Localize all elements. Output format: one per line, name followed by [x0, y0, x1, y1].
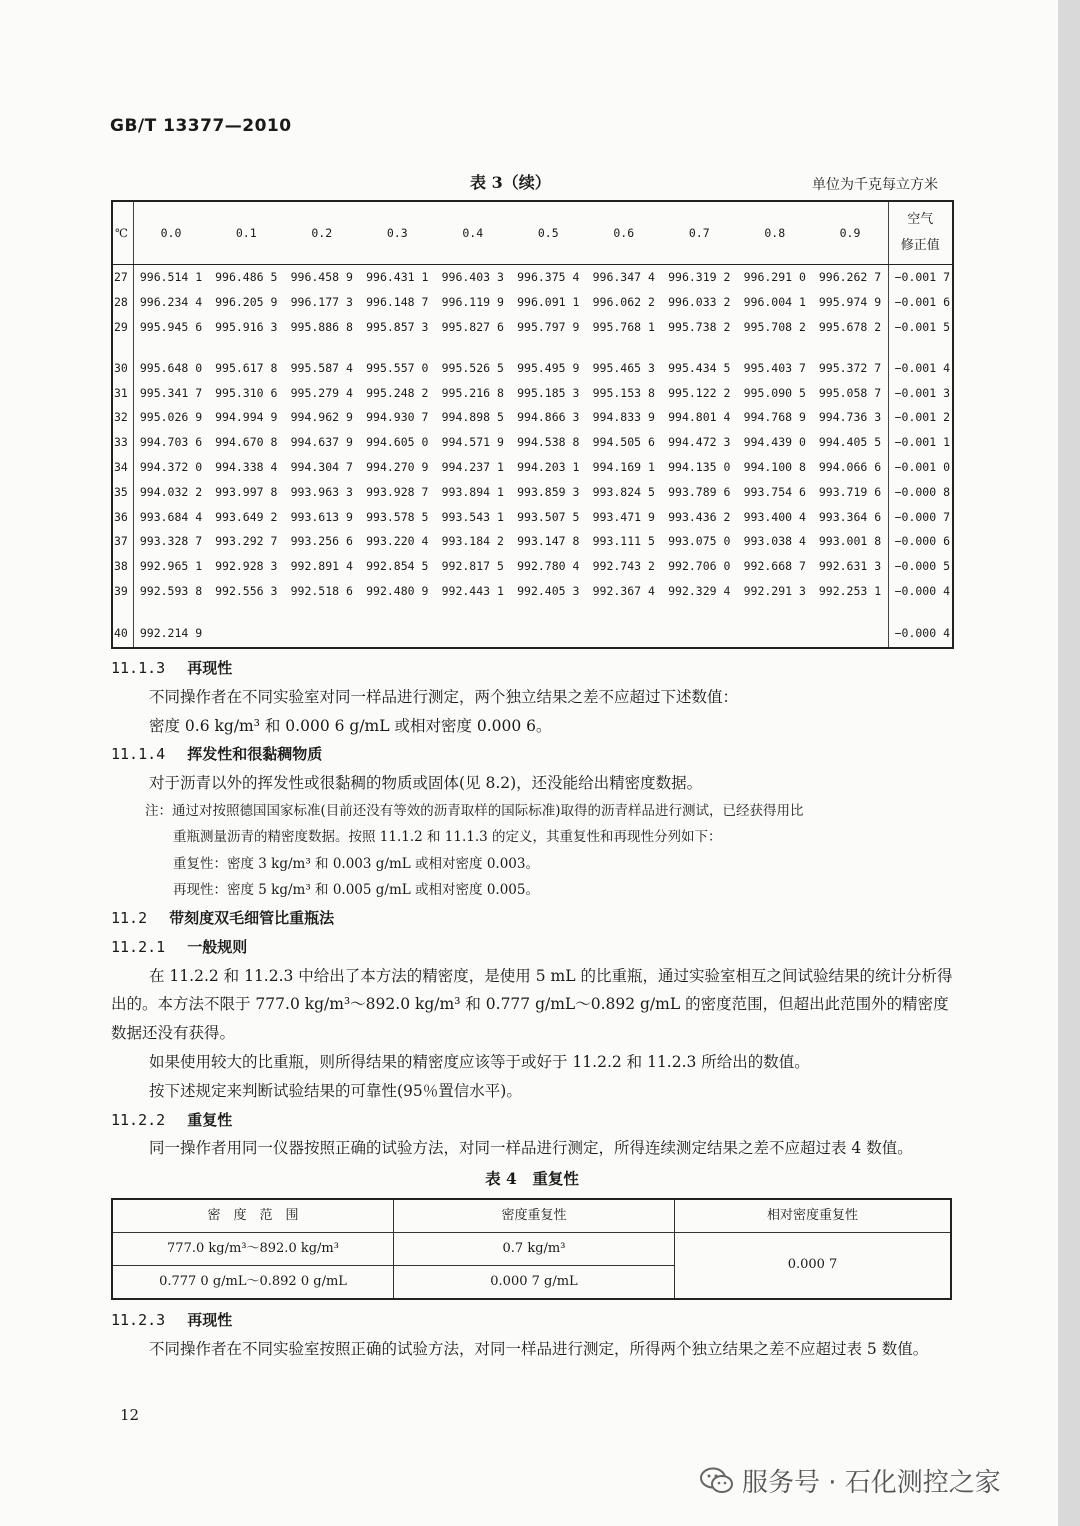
density-cell: 992.329 4	[668, 583, 731, 598]
density-cell: 993.038 4	[743, 534, 806, 549]
table-header: 密 度 范 围	[112, 1199, 394, 1233]
table-row	[112, 290, 953, 315]
density-cell: 993.859 3	[517, 484, 580, 499]
density-cell: 995.916 3	[215, 319, 278, 334]
density-cell: 994.203 1	[517, 459, 580, 474]
density-cell: 993.754 6	[743, 484, 806, 499]
density-cell: 994.338 4	[215, 459, 278, 474]
table-cell: 777.0 kg/m³～892.0 kg/m³	[112, 1232, 394, 1265]
col-header: 0.1	[209, 201, 285, 265]
section-title: 再现性	[187, 1310, 233, 1329]
density-cell: 993.111 5	[592, 534, 655, 549]
density-cell: 993.328 7	[139, 534, 203, 549]
density-cell: 994.169 1	[592, 459, 655, 474]
density-cell: 996.514 1	[139, 270, 203, 285]
section-title: 带刻度双毛细管比重瓶法	[169, 908, 335, 927]
col-header: 0.2	[284, 201, 360, 265]
table-cell: 0.000 7	[675, 1232, 952, 1299]
paragraph: 对于沥青以外的挥发性或很黏稠的物质或固体(见 8.2)，还没能给出精密度数据。	[149, 774, 703, 793]
density-cell: 993.963 3	[290, 484, 353, 499]
density-cell: 994.768 9	[743, 410, 806, 425]
density-cell: 994.066 6	[818, 459, 882, 474]
temperature-cell: 31	[112, 380, 133, 405]
density-cell: 995.279 4	[290, 385, 353, 400]
table3-header-row	[112, 201, 953, 265]
density-cell	[737, 619, 813, 648]
table-header: 相对密度重复性	[675, 1199, 952, 1233]
air-correction-cell: −0.001 5	[888, 315, 953, 340]
density-cell: 992.556 3	[215, 583, 278, 598]
density-cell: 992.367 4	[592, 583, 655, 598]
density-cell: 994.100 8	[743, 459, 806, 474]
density-cell: 996.119 9	[441, 295, 504, 310]
density-cell: 994.670 8	[215, 435, 278, 450]
density-cell	[511, 619, 587, 648]
col-header: 0.5	[511, 201, 587, 265]
density-cell: 992.965 1	[139, 559, 203, 574]
density-cell: 995.557 0	[366, 360, 429, 375]
density-cell: 995.058 7	[818, 385, 882, 400]
col-header: 0.6	[586, 201, 662, 265]
density-cell: 995.495 9	[517, 360, 580, 375]
section-number: 11.1.4	[111, 745, 166, 764]
table-header: 密度重复性	[394, 1199, 675, 1233]
temperature-cell: 38	[112, 554, 133, 579]
section-number: 11.1.3	[111, 659, 166, 677]
table-row	[112, 579, 953, 604]
col-header: 0.7	[662, 201, 738, 265]
air-correction-cell: −0.000 6	[888, 529, 953, 554]
density-cell: 993.001 8	[818, 534, 882, 549]
density-cell: 994.472 3	[668, 435, 731, 450]
density-cell: 993.184 2	[441, 534, 504, 549]
density-cell	[435, 619, 511, 648]
density-cell: 995.026 9	[139, 410, 203, 425]
density-cell	[662, 619, 738, 648]
air-correction-cell: −0.001 0	[888, 455, 953, 480]
spacer-row	[112, 603, 953, 619]
density-cell: 995.768 1	[592, 319, 655, 334]
density-cell: 993.824 5	[592, 484, 655, 499]
note-line: 重瓶测量沥青的精密度数据。按照 11.1.2 和 11.1.3 的定义，其重复性和再现性分列如下：	[173, 829, 722, 846]
density-cell: 992.743 2	[592, 559, 655, 574]
density-cell: 992.780 4	[517, 559, 580, 574]
density-cell: 992.928 3	[215, 559, 278, 574]
table-cell: 0.777 0 g/mL～0.892 0 g/mL	[112, 1265, 394, 1299]
table-row	[112, 455, 953, 480]
paragraph: 密度 0.6 kg/m³ 和 0.000 6 g/mL 或相对密度 0.000 6。	[149, 716, 552, 735]
density-cell: 996.091 1	[517, 295, 580, 310]
air-correction-cell: −0.000 4	[888, 619, 953, 648]
section-number: 11.2.3	[111, 1310, 166, 1329]
body-text	[111, 654, 953, 1364]
density-cell: 995.974 9	[818, 295, 882, 310]
density-cell: 994.930 7	[366, 410, 429, 425]
paragraph: 在 11.2.2 和 11.2.3 中给出了本方法的精密度，是使用 5 mL 的比重瓶，通过实验室相互之间试验结果的统计分析得出的。本方法不限于 777.0 kg/m³～892.0 kg/m³ 和 0.777 g/mL～0.892 g/mL 的密度范围，但超出此范围外的精密度数据还没有获得。	[111, 966, 953, 1043]
density-cell: 994.270 9	[366, 459, 429, 474]
watermark	[700, 1462, 1001, 1499]
watermark-text: 服务号 · 石化测控之家	[742, 1468, 1001, 1498]
density-cell: 996.004 1	[743, 295, 806, 310]
density-cell: 995.827 6	[441, 319, 504, 334]
density-cell: 996.177 3	[290, 295, 353, 310]
section-number: 11.2	[111, 908, 148, 927]
density-cell: 995.403 7	[743, 360, 806, 375]
density-cell: 994.833 9	[592, 410, 655, 425]
density-cell: 992.480 9	[366, 583, 429, 598]
wechat-icon	[700, 1467, 734, 1495]
density-cell: 996.234 4	[139, 295, 203, 310]
table-row	[112, 529, 953, 554]
col-header: 0.3	[360, 201, 436, 265]
paragraph: 同一操作者用同一仪器按照正确的试验方法，对同一样品进行测定，所得连续测定结果之差不应超过表 4 数值。	[149, 1139, 913, 1158]
col-header: 0.8	[737, 201, 813, 265]
table3-body	[112, 265, 953, 649]
air-header-line2: 修正值	[900, 238, 940, 253]
note	[111, 798, 953, 904]
density-cell: 992.405 3	[517, 583, 580, 598]
density-cell: 994.538 8	[517, 435, 580, 450]
density-cell: 995.310 6	[215, 385, 278, 400]
density-cell: 994.304 7	[290, 459, 353, 474]
section-title: 再现性	[187, 659, 233, 677]
density-cell: 995.341 7	[139, 385, 203, 400]
density-cell: 993.649 2	[215, 509, 278, 524]
table3-title: 表 3（续）	[470, 173, 551, 192]
table-row	[112, 405, 953, 430]
density-cell: 993.719 6	[818, 484, 882, 499]
note-line: 注：通过对按照德国国家标准(目前还没有等效的沥青取样的国际标准)取得的沥青样品进行测试，已经获得用比	[145, 802, 804, 819]
density-cell: 993.684 4	[139, 509, 203, 524]
temperature-cell: 28	[112, 290, 133, 315]
note-line: 再现性：密度 5 kg/m³ 和 0.005 g/mL 或相对密度 0.005。	[173, 882, 539, 899]
density-cell: 995.738 2	[668, 319, 731, 334]
density-cell: 996.291 0	[743, 270, 806, 285]
section-heading	[111, 904, 953, 933]
density-cell: 992.518 6	[290, 583, 353, 598]
density-cell: 993.147 8	[517, 534, 580, 549]
table4-title: 表 4 重复性	[485, 1169, 579, 1189]
density-cell: 994.994 9	[215, 410, 278, 425]
density-cell: 996.033 2	[668, 295, 731, 310]
density-cell: 993.578 5	[366, 509, 429, 524]
density-cell: 993.894 1	[441, 484, 504, 499]
density-cell: 994.372 0	[139, 459, 203, 474]
density-cell: 995.216 8	[441, 385, 504, 400]
section-title: 重复性	[187, 1110, 233, 1129]
section-heading	[111, 654, 953, 683]
density-cell: 996.262 7	[818, 270, 882, 285]
density-cell: 994.605 0	[366, 435, 429, 450]
temperature-cell: 40	[112, 619, 133, 648]
density-cell: 992.854 5	[366, 559, 429, 574]
air-correction-cell: −0.001 4	[888, 355, 953, 380]
air-correction-cell: −0.001 2	[888, 405, 953, 430]
density-cell: 993.075 0	[668, 534, 731, 549]
standard-code: GB/T 13377—2010	[110, 116, 292, 136]
air-correction-cell: −0.000 7	[888, 504, 953, 529]
paragraph: 如果使用较大的比重瓶，则所得结果的精密度应该等于或好于 11.2.2 和 11.2.3 所给出的数值。	[149, 1052, 810, 1071]
density-cell: 994.866 3	[517, 410, 580, 425]
page-number: 12	[120, 1406, 140, 1424]
density-cell: 994.032 2	[139, 484, 203, 499]
density-cell: 993.364 6	[818, 509, 882, 524]
density-cell	[209, 619, 285, 648]
section-heading	[111, 933, 953, 962]
density-cell: 995.708 2	[743, 319, 806, 334]
temperature-cell: 35	[112, 479, 133, 504]
density-cell: 992.706 0	[668, 559, 731, 574]
density-cell: 994.736 3	[818, 410, 882, 425]
table-row	[112, 1232, 951, 1265]
section-heading	[111, 1106, 953, 1135]
density-cell	[813, 619, 889, 648]
density-cell: 992.443 1	[441, 583, 504, 598]
density-cell: 994.801 4	[668, 410, 731, 425]
density-cell: 993.997 8	[215, 484, 278, 499]
density-cell: 995.434 5	[668, 360, 731, 375]
density-cell: 996.403 3	[441, 270, 504, 285]
section-heading	[111, 740, 953, 769]
density-cell: 995.587 4	[290, 360, 353, 375]
density-cell	[360, 619, 436, 648]
section-number: 11.2.2	[111, 1110, 166, 1129]
density-cell: 995.886 8	[290, 319, 353, 334]
section-title: 一般规则	[187, 937, 248, 956]
density-cell: 996.458 9	[290, 270, 353, 285]
density-cell: 996.431 1	[366, 270, 429, 285]
density-cell	[284, 619, 360, 648]
density-cell: 992.891 4	[290, 559, 353, 574]
density-cell: 994.962 9	[290, 410, 353, 425]
density-cell: 995.122 2	[668, 385, 731, 400]
density-cell: 993.928 7	[366, 484, 429, 499]
density-cell: 996.062 2	[592, 295, 655, 310]
density-cell: 994.898 5	[441, 410, 504, 425]
density-cell: 995.248 2	[366, 385, 429, 400]
density-cell: 993.507 5	[517, 509, 580, 524]
table-row	[112, 619, 953, 648]
density-cell: 995.945 6	[139, 319, 203, 334]
density-cell	[586, 619, 662, 648]
air-correction-cell: −0.000 4	[888, 579, 953, 604]
density-cell: 993.436 2	[668, 509, 731, 524]
density-cell: 995.185 3	[517, 385, 580, 400]
density-cell: 994.571 9	[441, 435, 504, 450]
density-table	[111, 200, 954, 649]
col-header: 0.4	[435, 201, 511, 265]
col-header: 0.9	[813, 201, 889, 265]
density-cell: 996.205 9	[215, 295, 278, 310]
temperature-cell: 36	[112, 504, 133, 529]
table-row	[112, 504, 953, 529]
table3-unit: 单位为千克每立方米	[812, 177, 938, 193]
table-row	[112, 380, 953, 405]
density-cell: 995.526 5	[441, 360, 504, 375]
density-cell: 995.617 8	[215, 360, 278, 375]
density-cell: 996.375 4	[517, 270, 580, 285]
paragraph: 按下述规定来判断试验结果的可靠性(95％置信水平)。	[149, 1081, 522, 1100]
spacer-row	[112, 339, 953, 355]
table-cell: 0.000 7 g/mL	[394, 1265, 675, 1299]
density-cell: 994.703 6	[139, 435, 203, 450]
density-cell: 993.789 6	[668, 484, 731, 499]
density-cell: 994.135 0	[668, 459, 731, 474]
air-correction-cell: −0.001 7	[888, 265, 953, 290]
density-cell: 995.678 2	[818, 319, 882, 334]
density-cell: 992.668 7	[743, 559, 806, 574]
temp-header: ℃	[112, 201, 133, 265]
density-cell: 995.857 3	[366, 319, 429, 334]
air-correction-header	[888, 201, 953, 265]
density-cell: 995.090 5	[743, 385, 806, 400]
air-correction-cell: −0.001 1	[888, 430, 953, 455]
density-cell: 995.153 8	[592, 385, 655, 400]
table-row	[112, 479, 953, 504]
density-cell: 994.405 5	[818, 435, 882, 450]
density-cell: 992.253 1	[818, 583, 882, 598]
table-row	[112, 1199, 951, 1233]
density-cell: 995.372 7	[818, 360, 882, 375]
density-cell: 993.471 9	[592, 509, 655, 524]
temperature-cell: 32	[112, 405, 133, 430]
temperature-cell: 39	[112, 579, 133, 604]
air-correction-cell: −0.001 3	[888, 380, 953, 405]
density-cell: 994.637 9	[290, 435, 353, 450]
density-cell: 993.613 9	[290, 509, 353, 524]
temperature-cell: 34	[112, 455, 133, 480]
density-cell: 996.148 7	[366, 295, 429, 310]
density-cell: 992.291 3	[743, 583, 806, 598]
density-cell: 992.631 3	[818, 559, 882, 574]
table-row	[112, 265, 953, 290]
density-cell: 993.256 6	[290, 534, 353, 549]
paragraph: 不同操作者在不同实验室对同一样品进行测定，两个独立结果之差不应超过下述数值：	[149, 687, 739, 706]
air-correction-cell: −0.000 5	[888, 554, 953, 579]
density-cell: 993.543 1	[441, 509, 504, 524]
density-cell: 993.292 7	[215, 534, 278, 549]
temperature-cell: 29	[112, 315, 133, 340]
table-cell: 0.7 kg/m³	[394, 1232, 675, 1265]
air-correction-cell: −0.000 8	[888, 479, 953, 504]
density-cell: 992.214 9	[133, 619, 209, 648]
col-header: 0.0	[133, 201, 209, 265]
air-header-line1: 空气	[907, 212, 934, 227]
table-row	[112, 315, 953, 340]
density-cell: 996.319 2	[668, 270, 731, 285]
temperature-cell: 37	[112, 529, 133, 554]
table-row	[112, 554, 953, 579]
density-cell: 996.347 4	[592, 270, 655, 285]
temperature-cell: 27	[112, 265, 133, 290]
density-cell: 995.465 3	[592, 360, 655, 375]
paragraph: 不同操作者在不同实验室按照正确的试验方法，对同一样品进行测定，所得两个独立结果之差不应超过表 5 数值。	[149, 1339, 929, 1358]
density-cell: 992.593 8	[139, 583, 203, 598]
section-title: 挥发性和很黏稠物质	[187, 745, 323, 764]
density-cell: 993.400 4	[743, 509, 806, 524]
temperature-cell: 33	[112, 430, 133, 455]
note-line: 重复性：密度 3 kg/m³ 和 0.003 g/mL 或相对密度 0.003。	[173, 855, 539, 872]
density-cell: 996.486 5	[215, 270, 278, 285]
air-correction-cell: −0.001 6	[888, 290, 953, 315]
table-row	[112, 355, 953, 380]
density-cell: 994.505 6	[592, 435, 655, 450]
density-cell: 995.648 0	[139, 360, 203, 375]
repeatability-table	[111, 1198, 952, 1300]
density-cell: 995.797 9	[517, 319, 580, 334]
table-row	[112, 430, 953, 455]
density-cell: 994.237 1	[441, 459, 504, 474]
density-cell: 992.817 5	[441, 559, 504, 574]
section-heading	[111, 1306, 953, 1335]
section-number: 11.2.1	[111, 937, 166, 956]
temperature-cell: 30	[112, 355, 133, 380]
density-cell: 993.220 4	[366, 534, 429, 549]
density-cell: 994.439 0	[743, 435, 806, 450]
